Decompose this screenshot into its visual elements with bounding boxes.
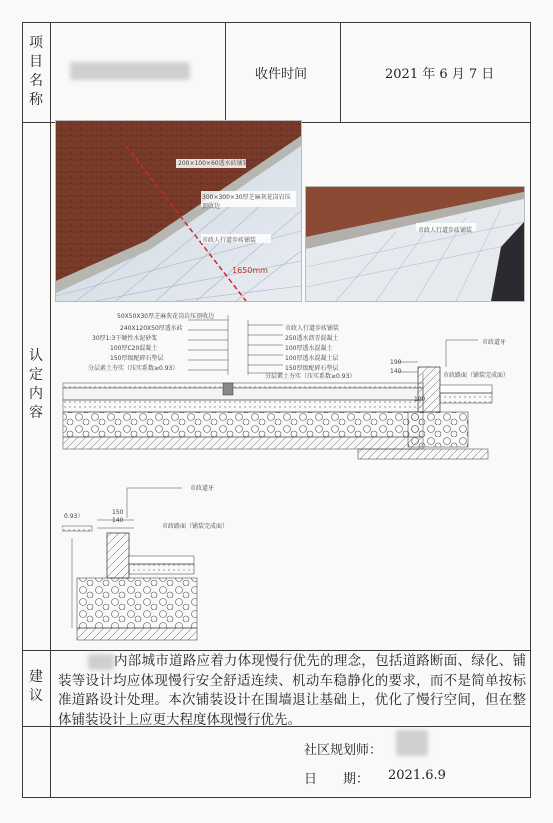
- road-label: 市政路面（铺装完成面）: [443, 372, 510, 379]
- section-left-label-3: 30厚1:3干硬性水泥砂浆: [92, 335, 158, 342]
- dim-top-1: 190: [390, 359, 402, 366]
- photo1-label-3: 市政人行道步砖铺装: [202, 237, 257, 244]
- suggestion-label: 建 议: [29, 669, 43, 704]
- sign-date: 2021.6.9: [388, 768, 446, 783]
- section-left-label-1: 50X50X30厚芝麻灰花岗岩压顶收边: [117, 313, 215, 320]
- section2-road-label: 市政路面（铺装完成面）: [162, 523, 229, 530]
- suggestion-body: 内部城市道路应着力体现慢行优先的理念，包括道路断面、绿化、铺装等设计均应体现慢行安全舒适连续、机动车稳静化的要求，而不是简单按标准道路设计处理。本次铺装设计在围墙退让基础上，优化了慢行空间，但在整体铺装设计上应更大程度体现慢行优先。: [58, 653, 526, 728]
- section-left-label-2: 240X120X50厚透水砖: [120, 325, 183, 332]
- photo1-dimension: 1650mm: [232, 266, 268, 275]
- planner-label: 社区规划师：: [304, 743, 383, 758]
- date-label: 日 期：: [304, 772, 370, 787]
- section-right-label-5: 150厚级配碎石垫层: [285, 365, 339, 372]
- section-right-label-2: 250透水沥青混凝土: [285, 335, 339, 342]
- curb-label: 市政道牙: [482, 339, 507, 346]
- section2-curb-label: 市政道牙: [190, 485, 215, 492]
- content-section-label: 认 定 内 容: [29, 348, 43, 421]
- redacted-signature: [396, 730, 428, 756]
- receive-time-label: 收件时间: [255, 67, 308, 82]
- section-left-label-6: 分层素土夯实（压实系数≥0.93）: [88, 365, 179, 372]
- section-right-label-3: 100厚透水混凝土: [285, 345, 333, 352]
- photo1-label-1: 200×100×60透水砖铺装: [178, 160, 249, 167]
- suggestion-text: [58, 652, 526, 730]
- dim-side: 100: [414, 396, 426, 403]
- photo2-label: 市政人行道步砖铺装: [418, 227, 473, 234]
- project-name-label: 项 目 名 称: [29, 35, 43, 108]
- cross-section-drawing-2: [62, 478, 262, 646]
- section-left-label-5: 150厚级配碎石垫层: [110, 355, 164, 362]
- section2-dim-2: 140: [112, 517, 124, 524]
- section-right-label-6: 分层素土夯实（压实系数≥0.93）: [265, 373, 356, 380]
- section-right-label-1: 市政人行道步砖铺装: [285, 325, 340, 332]
- section-right-label-4: 100厚透水混凝土层: [285, 355, 339, 362]
- section-left-label-4: 100厚C20混凝土: [110, 345, 158, 352]
- section2-dim-1: 150: [112, 509, 124, 516]
- redacted-project-name: [70, 62, 190, 80]
- paving-render-photo-2: [305, 186, 525, 302]
- receive-date: 2021 年 6 月 7 日: [385, 67, 495, 82]
- section2-left-value: 0.93）: [64, 513, 84, 520]
- photo1-label-2: 300×300×30厚芝麻灰花岗岩压顶收边: [202, 194, 291, 210]
- dim-top-2: 140: [390, 368, 402, 375]
